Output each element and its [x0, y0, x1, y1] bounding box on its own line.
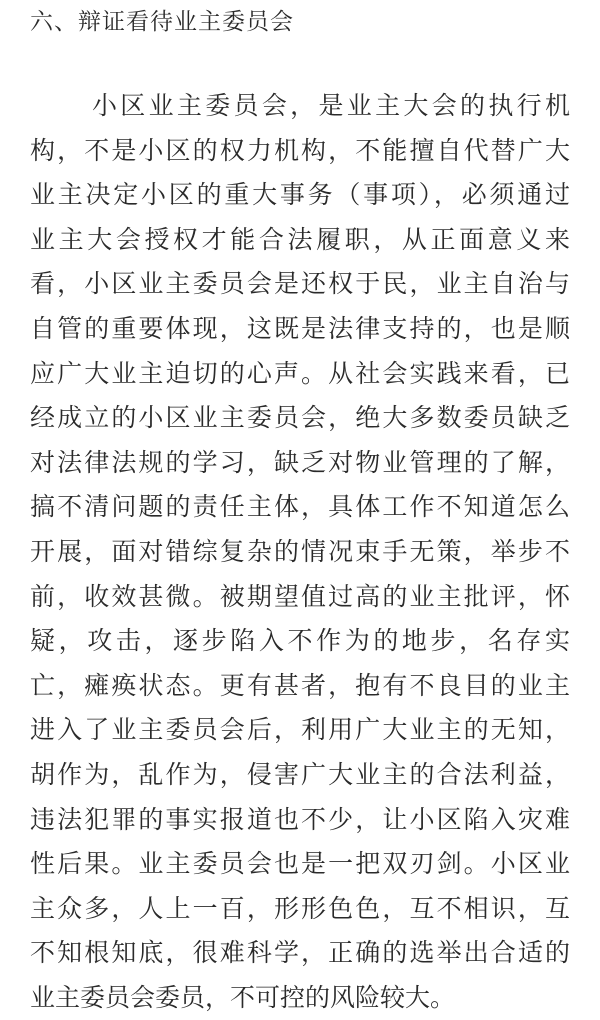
- paragraph-line: 前，收效甚微。被期望值过高的业主批评，怀: [30, 581, 570, 611]
- paragraph-line: 业主决定小区的重大事务（事项），必须通过: [30, 180, 570, 210]
- paragraph-line: 胡作为，乱作为，侵害广大业主的合法利益，: [30, 759, 570, 789]
- paragraph-line: 经成立的小区业主委员会，绝大多数委员缺乏: [30, 403, 570, 433]
- paragraph-line: 搞不清问题的责任主体，具体工作不知道怎么: [30, 492, 570, 522]
- paragraph-line: 疑，攻击，逐步陷入不作为的地步，名存实: [30, 626, 570, 656]
- paragraph-line: 自管的重要体现，这既是法律支持的，也是顺: [30, 313, 570, 343]
- paragraph-line: 亡，瘫痪状态。更有甚者，抱有不良目的业主: [30, 670, 570, 700]
- paragraph-line: 不知根知底，很难科学，正确的选举出合适的: [30, 938, 570, 968]
- paragraph-line: 违法犯罪的事实报道也不少，让小区陷入灾难: [30, 804, 570, 834]
- paragraph-line: 小区业主委员会，是业主大会的执行机: [92, 91, 570, 120]
- section-paragraph: [30, 84, 570, 1020]
- paragraph-line: 构，不是小区的权力机构，不能擅自代替广大: [30, 135, 570, 165]
- paragraph-line: 开展，面对错综复杂的情况束手无策，举步不: [30, 536, 570, 566]
- paragraph-line: 看，小区业主委员会是还权于民，业主自治与: [30, 269, 570, 299]
- paragraph-line: 主众多，人上一百，形形色色，互不相识，互: [30, 893, 570, 923]
- paragraph-line: 性后果。业主委员会也是一把双刃剑。小区业: [30, 849, 570, 879]
- paragraph-line: 对法律法规的学习，缺乏对物业管理的了解，: [30, 447, 570, 477]
- paragraph-line: 应广大业主迫切的心声。从社会实践来看，已: [30, 358, 570, 388]
- paragraph-line: 业主大会授权才能合法履职，从正面意义来: [30, 224, 570, 254]
- paragraph-line: 业主委员会委员，不可控的风险较大。: [30, 982, 456, 1012]
- section-heading: 六、辩证看待业主委员会: [30, 9, 294, 35]
- paragraph-line: 进入了业主委员会后，利用广大业主的无知，: [30, 715, 570, 745]
